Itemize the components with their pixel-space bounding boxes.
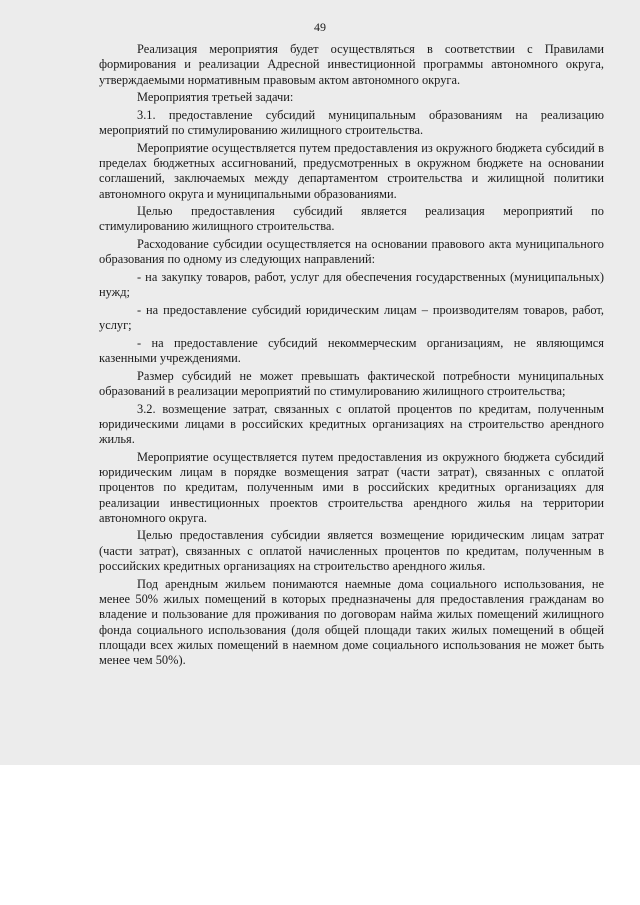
list-item: - на предоставление субсидий юридическим лицам – производителям товаров, работ, услуг; [99,302,604,333]
paragraph: Мероприятие осуществляется путем предоставления из окружного бюджета субсидий юридическим лицам в порядке возмещения затрат (части затрат), связанных с оплатой процентов по кредитам, полученным ими в российских кредитных организациях для реализации инвестиционных проектов строительства арендного жилья на территории автономного округа. [99,449,604,525]
paragraph: Мероприятие осуществляется путем предоставления из окружного бюджета субсидий в пределах бюджетных ассигнований, предусмотренных в окружном бюджете на основании соглашений, заключаемых между департаментом строительства и жилищной политики автономного округа и муниципальными образованиями. [99,140,604,201]
paragraph: Размер субсидий не может превышать фактической потребности муниципальных образований в реализации мероприятий по стимулированию жилищного строительства; [99,368,604,398]
page-number: 49 [314,20,326,34]
paragraph: Целью предоставления субсидии является возмещение юридическим лицам затрат (части затрат), связанных с оплатой начисленных процентов по кредитам, полученным в российских кредитных организациях на строительство арендного жилья. [99,528,604,574]
document-body [99,42,604,671]
paragraph: Целью предоставления субсидий является реализация мероприятий по стимулированию жилищного строительства. [99,204,604,234]
paragraph: Мероприятия третьей задачи: [137,90,294,105]
paragraph: 3.1. предоставление субсидий муниципальным образованиям на реализацию мероприятий по стимулированию жилищного строительства. [99,107,604,138]
list-item: - на предоставление субсидий некоммерческим организациям, не являющимся казенными учреждениями. [99,335,604,366]
paragraph: 3.2. возмещение затрат, связанных с оплатой процентов по кредитам, полученным юридическими лицами в российских кредитных организациях на строительство арендного жилья. [99,401,604,447]
paragraph: Под арендным жильем понимаются наемные дома социального использования, не менее 50% жилых помещений в которых предназначены для предоставления гражданам во владение и пользование для проживания по договорам найма жилых помещений жилищного фонда социального использования (доля общей площади таких жилых помещений в общей площади всех жилых помещений в наемном доме социального использования не может быть менее чем 50%). [99,576,604,668]
paragraph: Расходование субсидии осуществляется на основании правового акта муниципального образования по одному из следующих направлений: [99,237,604,267]
list-item: - на закупку товаров, работ, услуг для обеспечения государственных (муниципальных) нужд; [99,269,604,300]
paragraph: Реализация мероприятия будет осуществляться в соответствии с Правилами формирования и реализации Адресной инвестиционной программы автономного округа, утверждаемыми нормативным правовым актом автономного округа. [99,42,604,87]
